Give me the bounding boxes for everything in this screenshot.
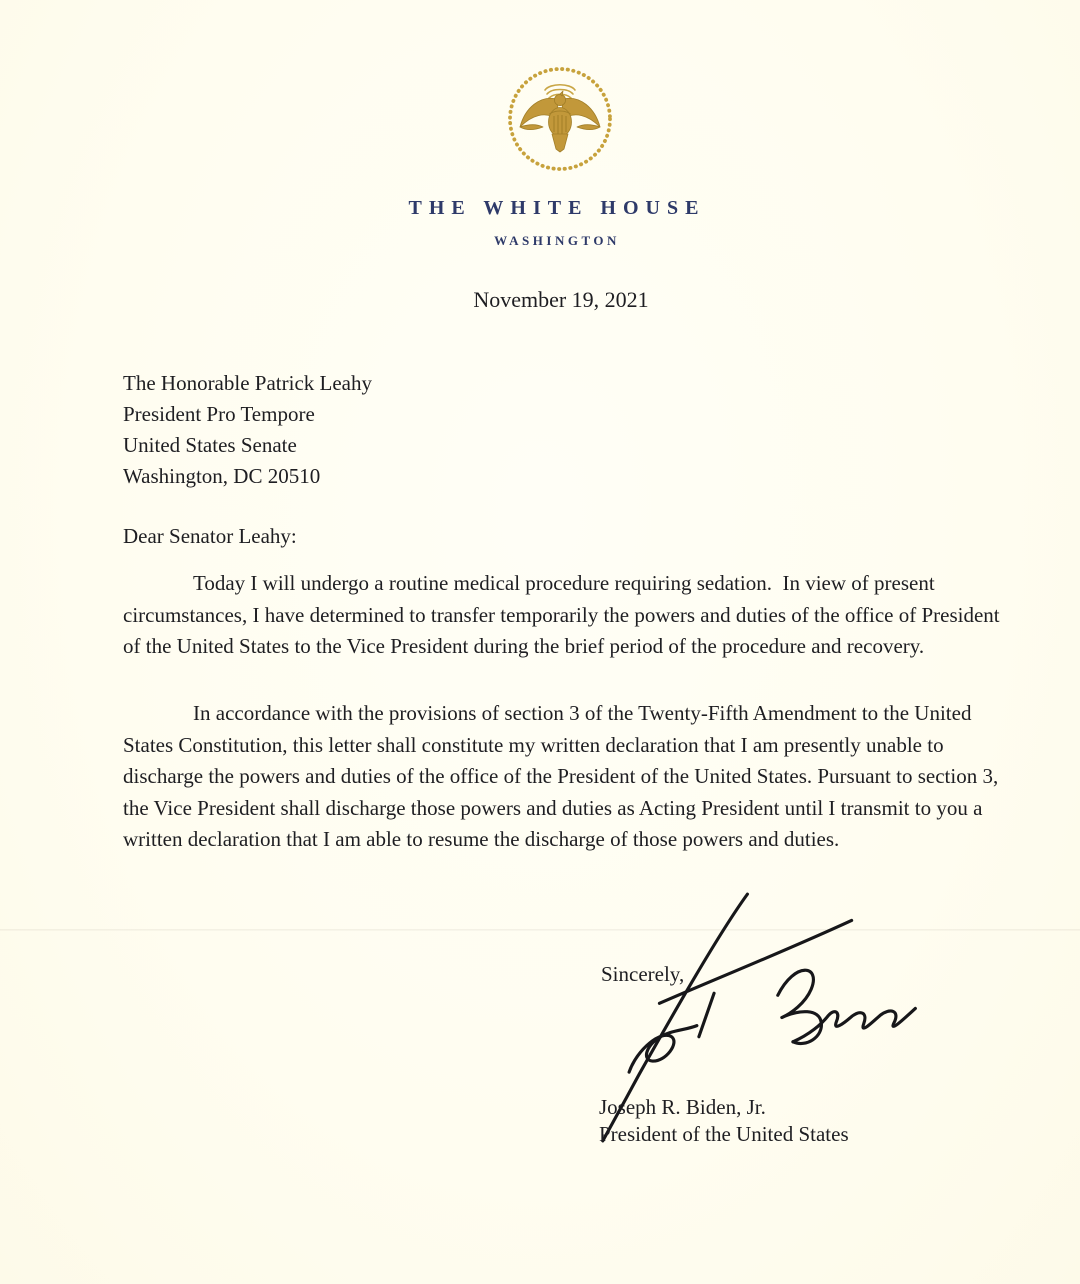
recipient-address-block [123, 368, 372, 492]
letter-date: November 19, 2021 [473, 287, 649, 312]
salutation: Dear Senator Leahy: [123, 524, 297, 548]
recipient-org: United States Senate [123, 433, 297, 457]
presidential-seal-icon [505, 64, 615, 174]
recipient-title: President Pro Tempore [123, 402, 315, 426]
letterhead-org: THE WHITE HOUSE [408, 197, 706, 219]
body-paragraph-1: Today I will undergo a routine medical procedure requiring sedation. In view of present circumstances, I have determined to transfer temporarily the powers and duties of the office of President of the United States to the Vice President during the brief period of the procedure and recovery. [123, 571, 1005, 658]
signer-title: President of the United States [599, 1122, 849, 1146]
signer-name: Joseph R. Biden, Jr. [599, 1095, 766, 1119]
signature-block [599, 1094, 849, 1148]
recipient-name: The Honorable Patrick Leahy [123, 371, 372, 395]
recipient-city: Washington, DC 20510 [123, 464, 321, 488]
body-paragraph-2: In accordance with the provisions of section 3 of the Twenty-Fifth Amendment to the United States Constitution, this letter shall constitute my written declaration that I am presently unable to discharge the powers and duties of the office of the President of the United States. Pursuant to section 3, the Vice President shall discharge those powers and duties as Acting President until I transmit to you a written declaration that I am able to resume the discharge of those powers and duties. [123, 701, 1004, 851]
closing-line: Sincerely, [601, 962, 685, 986]
letterhead-city: WASHINGTON [494, 233, 620, 248]
